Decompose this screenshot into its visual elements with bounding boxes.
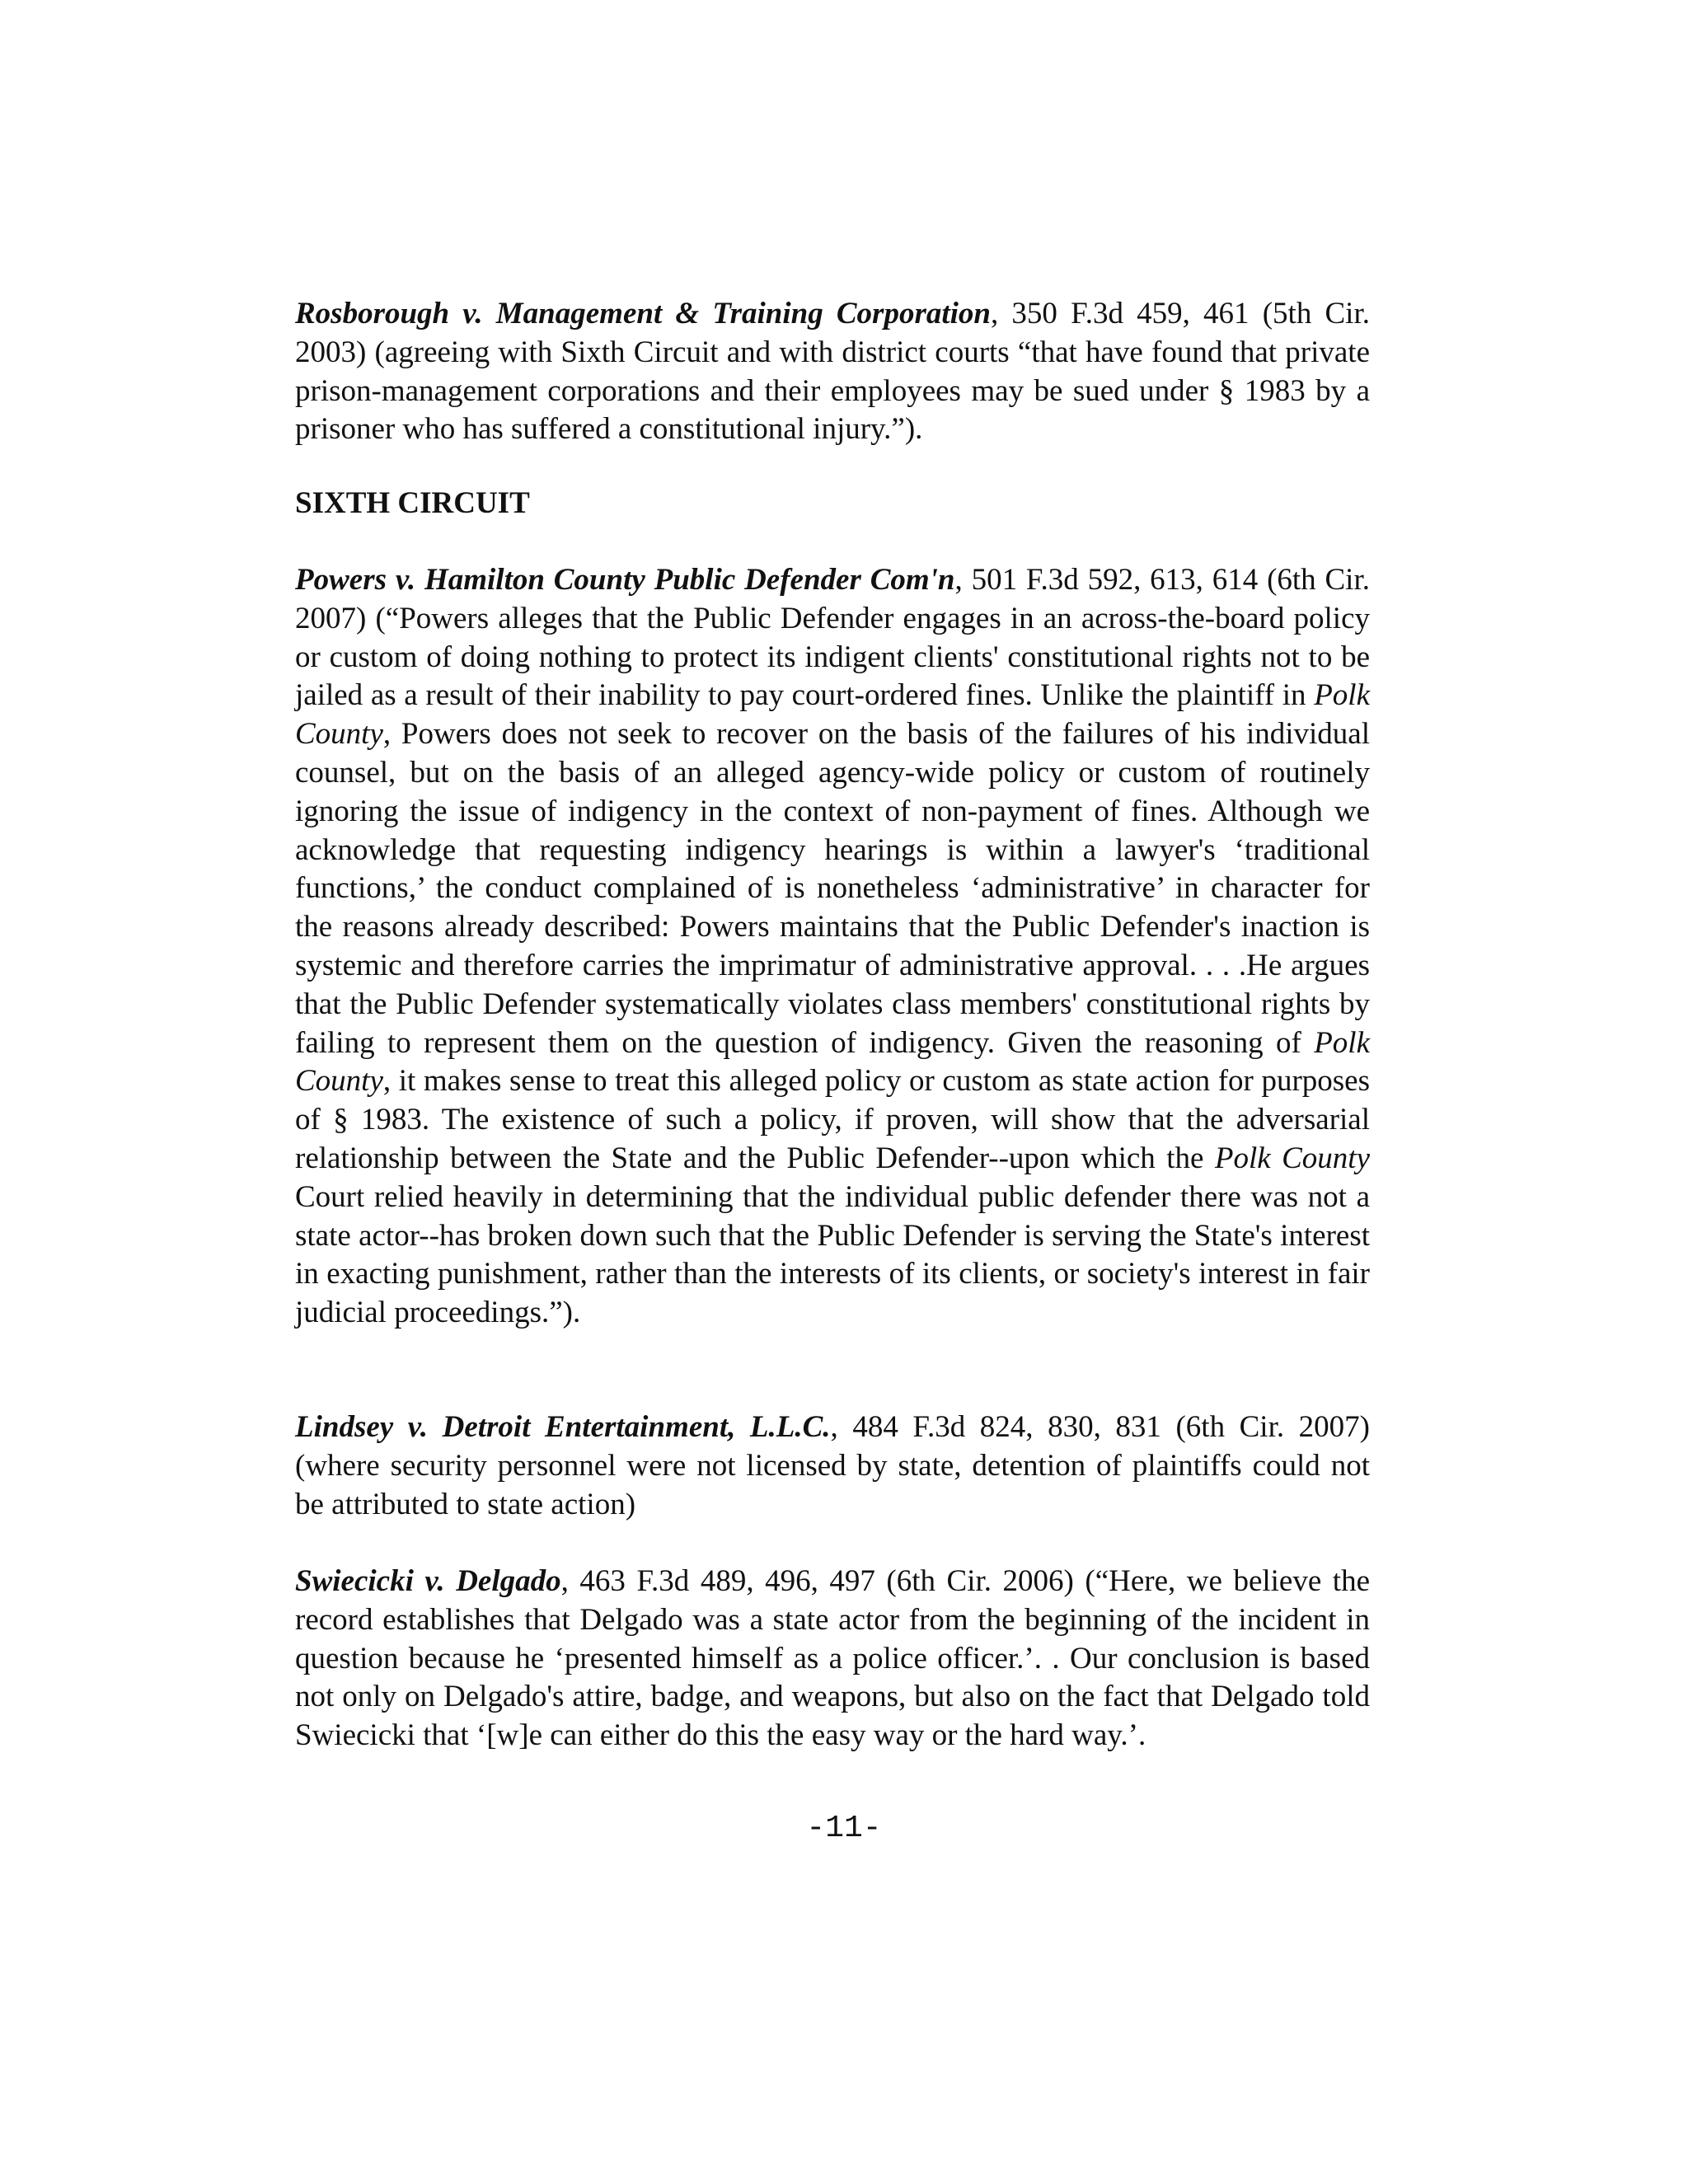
citation-text: , 484 F.3d 824, 830, 831 (6th Cir. 2007) (where security personnel were not licensed by state, detention of plaintiffs could not be attributed to state action) <box>295 1410 1370 1521</box>
paragraph <box>295 561 1370 1333</box>
case-name: Powers v. Hamilton County Public Defender Com'n <box>295 563 955 597</box>
lindsey-entry <box>295 1408 1370 1524</box>
citation-text: , Powers does not seek to recover on the basis of the failures of his individual counsel, but on the basis of an alleged agency-wide policy or custom of routinely ignoring the issue of indigency in the context of non-payment of fines. Although we acknowledge that requesting indigency hearings is within a lawyer's ‘traditional functions,’ the conduct complained of is nonetheless ‘administrative’ in character for the reasons already described: Powers maintains that the Public Defender's inaction is systemic and therefore carries the imprimatur of administrative approval. . . .He argues that the Public Defender systematically violates class members' constitutional rights by failing to represent them on the question of indigency. Given the reasoning of <box>295 717 1370 1060</box>
paragraph <box>295 295 1370 449</box>
rosborough-entry <box>295 295 1370 449</box>
page-number: -11- <box>806 1811 882 1846</box>
citation-text: , 501 F.3d 592, 613, 614 (6th Cir. 2007) (“Powers alleges that the Public Defender engages in an across-the-board policy or custom of doing nothing to protect its indigent clients' constitutional rights not to be jailed as a result of their inability to pay court-ordered fines. Unlike the plaintiff in <box>295 563 1370 713</box>
citation-text: , 463 F.3d 489, 496, 497 (6th Cir. 2006) (“Here, we believe the record establishes that Delgado was a state actor from the beginning of the incident in question because he ‘presented himself as a police officer.’. . Our conclusion is based not only on Delgado's attire, badge, and weapons, but also on the fact that Delgado told Swiecicki that ‘[w]e can either do this the easy way or the hard way.’. <box>295 1564 1370 1753</box>
powers-entry <box>295 561 1370 1333</box>
citation-text: , it makes sense to treat this alleged policy or custom as state action for purposes of § 1983. The existence of such a policy, if proven, will show that the adversarial relationship between the State and the Public Defender--upon which the <box>295 1064 1370 1175</box>
paragraph <box>295 1408 1370 1524</box>
case-reference: Polk County <box>295 1025 1370 1099</box>
paragraph <box>295 1563 1370 1755</box>
swiecicki-entry <box>295 1563 1370 1755</box>
case-name: Swiecicki v. Delgado <box>295 1564 561 1598</box>
citation-text: , 350 F.3d 459, 461 (5th Cir. 2003) (agreeing with Sixth Circuit and with district courts “that have found that private prison-management corporations and their employees may be sued under § 1983 by a prisoner who has suffered a constitutional injury.”). <box>295 297 1370 447</box>
case-reference: Polk County <box>295 678 1370 752</box>
case-name: Rosborough v. Management & Training Corporation <box>295 297 991 330</box>
citation-text: Court relied heavily in determining that the individual public defender there was not a state actor--has broken down such that the Public Defender is serving the State's interest in exacting punishment, rather than the interests of its clients, or society's interest in fair judicial proceedings.”). <box>295 1179 1370 1330</box>
section-heading: SIXTH CIRCUIT <box>295 486 530 520</box>
case-reference: Polk County <box>1214 1141 1370 1175</box>
case-name: Lindsey v. Detroit Entertainment, L.L.C. <box>295 1410 831 1444</box>
